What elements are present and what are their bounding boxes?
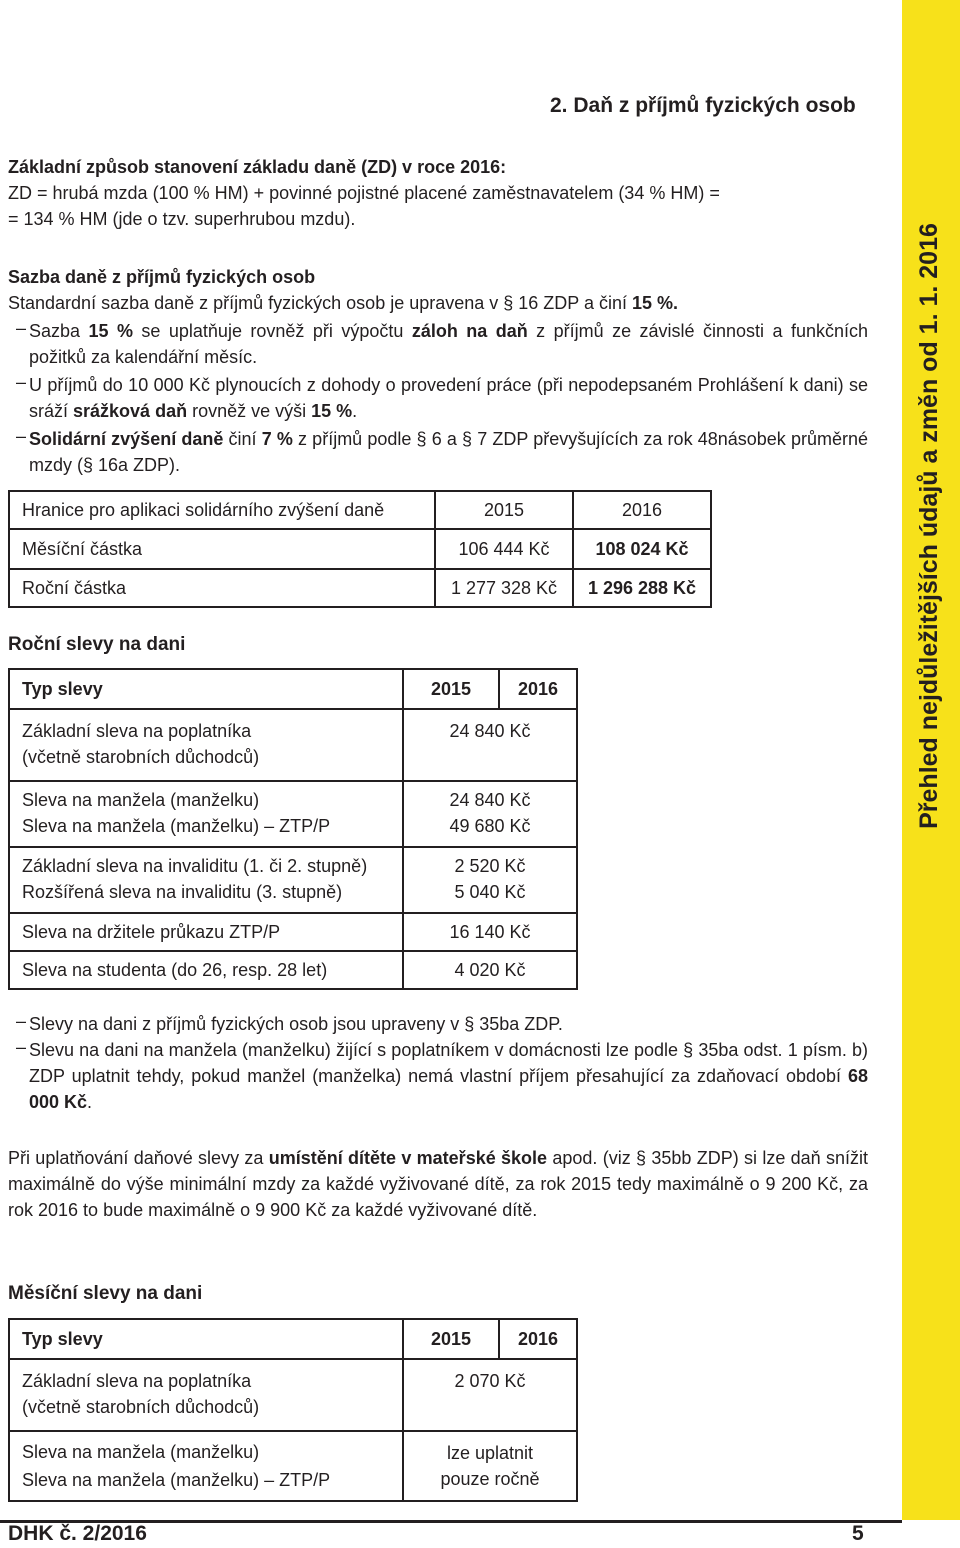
- text-run: z příjmů podle § 6 a § 7 ZDP převyšujících za rok 48násobek průměrné mzdy (§ 16a ZDP).: [29, 429, 868, 475]
- table-row: [9, 813, 577, 847]
- rate-item-1-text: [29, 318, 868, 370]
- table-cell: 2 070 Kč: [403, 1359, 577, 1431]
- annual-title: Roční slevy na dani: [8, 634, 186, 655]
- table-cell: 16 140 Kč: [403, 913, 577, 951]
- bold-run: srážková daň: [73, 401, 188, 421]
- table-header-row: [9, 491, 711, 529]
- table-cell: Měsíční částka: [9, 529, 435, 569]
- table-row: [9, 529, 711, 569]
- table-row: [9, 1431, 577, 1501]
- dash-bullet: –: [16, 318, 27, 338]
- table-cell: 1 296 288 Kč: [573, 569, 711, 607]
- text-run: Sazba: [29, 321, 89, 341]
- table-cell: Sleva na držitele průkazu ZTP/P: [9, 913, 403, 951]
- table-header-row: [9, 669, 577, 709]
- table-cell: 1 277 328 Kč: [435, 569, 573, 607]
- dash-bullet: –: [16, 1011, 27, 1031]
- text-run: .: [352, 401, 358, 421]
- text-run: Slevu na dani na manžela (manželku) žijící s poplatníkem v domácnosti lze podle § 35ba odst. 1 písm. b) ZDP uplatnit tehdy, pokud manžel (manželka) nemá vlastní příjem přesahující za zdaňovací období: [29, 1040, 868, 1086]
- text-run: U příjmů do 10 000 Kč plynoucích z dohody o provedení práce (při nepodepsaném Prohlášení k dani) se sráží: [29, 375, 868, 421]
- bold-run: 68 000 Kč: [29, 1066, 868, 1112]
- annual-table: [8, 668, 578, 990]
- table-cell: 2 520 Kč: [403, 847, 577, 879]
- row-label: Sleva na manžela (manželku): [22, 1442, 260, 1462]
- sidebar-title: Přehled nejdůležitějších údajů a změn od 1. 1. 2016: [915, 223, 943, 829]
- table-row: [9, 847, 577, 879]
- dash-bullet: –: [16, 426, 27, 446]
- cell-line: lze uplatnit: [446, 1443, 534, 1463]
- table-header-cell: 2015: [403, 669, 499, 709]
- rate-title: Sazba daně z příjmů fyzických osob: [8, 267, 316, 287]
- dash-bullet: –: [16, 1037, 27, 1057]
- bold-run: záloh na daň: [411, 321, 528, 341]
- table-row: [9, 913, 577, 951]
- text-run: činí: [223, 429, 262, 449]
- dash-bullet: –: [16, 372, 27, 392]
- table-cell: Sleva na manžela (manželku): [9, 781, 403, 813]
- table-cell: [9, 1359, 403, 1431]
- text-run: z příjmů ze závislé činnosti a funkčních požitků za kalendářní měsíc.: [29, 321, 869, 367]
- table-header-cell: 2015: [403, 1319, 499, 1359]
- table-header-cell: 2016: [499, 669, 577, 709]
- page-number: 5: [852, 1522, 864, 1545]
- solidarity-table: [8, 490, 712, 608]
- monthly-title: Měsíční slevy na dani: [8, 1283, 203, 1304]
- table-header-cell: 2015: [435, 491, 573, 529]
- table-row: [9, 1359, 577, 1431]
- text-run: .: [87, 1092, 93, 1112]
- rate-value: 15 %.: [632, 293, 679, 313]
- footer-issue: DHK č. 2/2016: [8, 1522, 147, 1545]
- table-cell: 4 020 Kč: [403, 951, 577, 989]
- text-run: rovněž ve výši: [187, 401, 312, 421]
- table-cell: 49 680 Kč: [403, 813, 577, 847]
- bold-run: 15 %: [311, 401, 353, 421]
- cell-line: pouze ročně: [440, 1469, 540, 1489]
- childcare-paragraph: [8, 1145, 868, 1223]
- intro-block: [8, 154, 868, 232]
- table-cell: Sleva na manžela (manželku) – ZTP/P: [9, 813, 403, 847]
- note-1-text: Slevy na dani z příjmů fyzických osob jsou upraveny v § 35ba ZDP.: [29, 1014, 563, 1034]
- table-cell: [403, 1431, 577, 1501]
- table-header-cell: Typ slevy: [9, 1319, 403, 1359]
- bold-run: Solidární zvýšení daně: [29, 429, 224, 449]
- table-cell: Roční částka: [9, 569, 435, 607]
- monthly-table: [8, 1318, 578, 1502]
- rate-item-3-text: [29, 426, 868, 478]
- table-row: [9, 709, 577, 781]
- bold-run: umístění dítěte v mateřské škole: [268, 1148, 548, 1168]
- table-header-cell: 2016: [499, 1319, 577, 1359]
- table-header-row: [9, 1319, 577, 1359]
- rate-line-text: Standardní sazba daně z příjmů fyzických osob je upravena v § 16 ZDP a činí: [8, 293, 633, 313]
- rate-item-2-text: [29, 372, 868, 424]
- table-cell: 24 840 Kč: [403, 781, 577, 813]
- row-label: Základní sleva na poplatníka: [22, 721, 252, 741]
- bold-run: 7 %: [261, 429, 293, 449]
- section-header: 2. Daň z příjmů fyzických osob: [550, 94, 856, 117]
- intro-line-2: = 134 % HM (jde o tzv. superhrubou mzdu).: [8, 209, 356, 229]
- table-row: [9, 879, 577, 913]
- table-cell: [9, 709, 403, 781]
- text-run: Při uplatňování daňové slevy za: [8, 1148, 269, 1168]
- table-row: [9, 951, 577, 989]
- intro-title: Základní způsob stanovení základu daně (ZD) v roce 2016:: [8, 157, 507, 177]
- table-cell: Rozšířená sleva na invaliditu (3. stupně): [9, 879, 403, 913]
- table-cell: Sleva na studenta (do 26, resp. 28 let): [9, 951, 403, 989]
- row-label-sub: (včetně starobních důchodců): [22, 747, 260, 767]
- rate-block: [8, 264, 868, 316]
- table-cell: 5 040 Kč: [403, 879, 577, 913]
- table-cell: 24 840 Kč: [403, 709, 577, 781]
- table-header-cell: 2016: [573, 491, 711, 529]
- intro-line-1: ZD = hrubá mzda (100 % HM) + povinné pojistné placené zaměstnavatelem (34 % HM) =: [8, 183, 720, 203]
- table-header-cell: Hranice pro aplikaci solidárního zvýšení daně: [9, 491, 435, 529]
- table-cell: [9, 1431, 403, 1501]
- table-row: [9, 569, 711, 607]
- table-cell: 106 444 Kč: [435, 529, 573, 569]
- table-cell: 108 024 Kč: [573, 529, 711, 569]
- table-header-cell: Typ slevy: [9, 669, 403, 709]
- text-run: se uplatňuje rovněž při výpočtu: [132, 321, 412, 341]
- row-label-sub: (včetně starobních důchodců): [22, 1397, 260, 1417]
- rate-line: [8, 290, 868, 316]
- table-cell: Základní sleva na invaliditu (1. či 2. stupně): [9, 847, 403, 879]
- note-2-text: [29, 1037, 868, 1115]
- row-label: Základní sleva na poplatníka: [22, 1371, 252, 1391]
- text-run: apod. (viz § 35bb ZDP) si lze daň snížit maximálně do výše minimální mzdy za každé vyživované dítě, za rok 2015 tedy maximálně o 9 200 Kč, za rok 2016 to bude maximálně o 9 900 Kč za každé vyživované dítě.: [8, 1148, 868, 1220]
- row-label: Sleva na manžela (manželku) – ZTP/P: [22, 1470, 331, 1490]
- table-row: [9, 781, 577, 813]
- bold-run: 15 %: [88, 321, 133, 341]
